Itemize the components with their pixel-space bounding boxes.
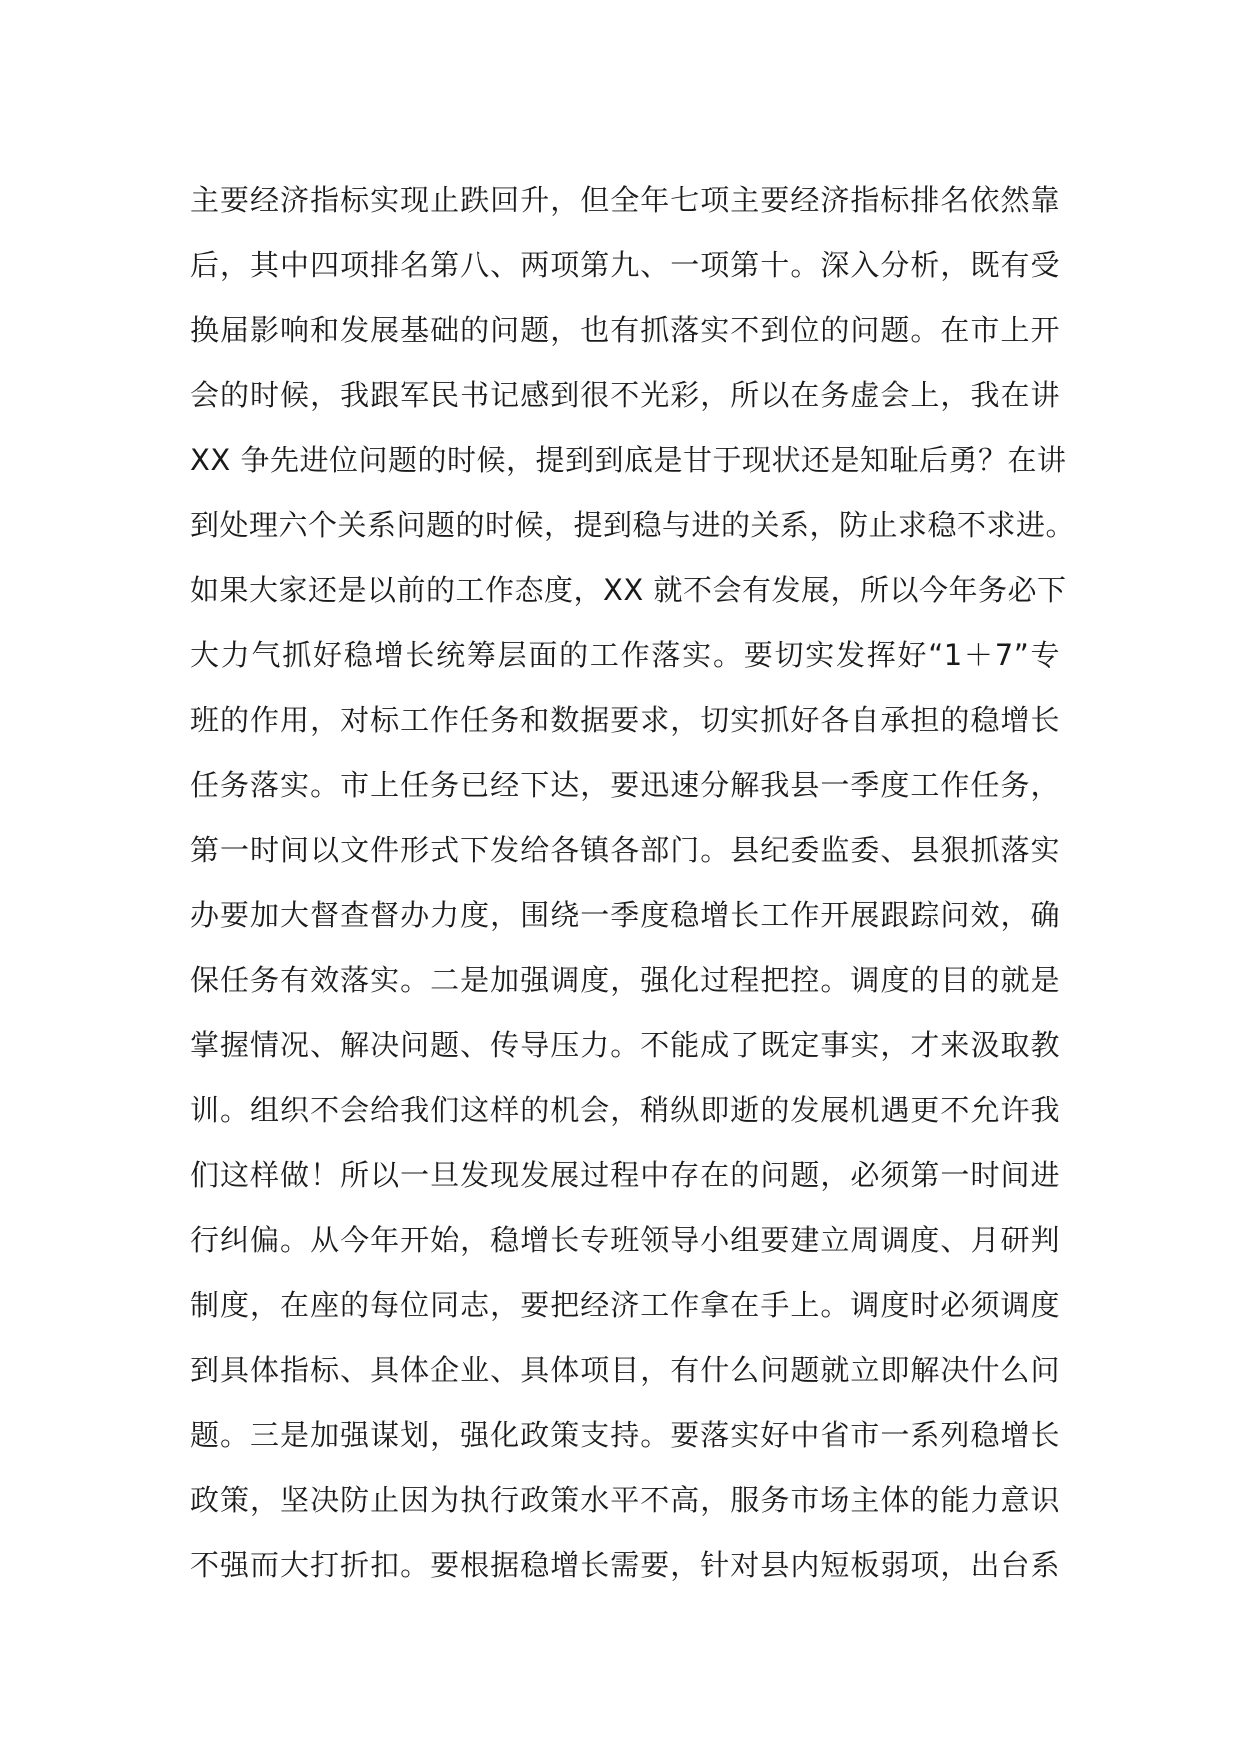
text-line: 如果大家还是以前的工作态度，XX 就不会有发展，所以今年务必下 [190, 573, 1067, 607]
text-line: 政策，坚决防止因为执行政策水平不高，服务市场主体的能力意识 [190, 1483, 1060, 1517]
text-line: 大力气抓好稳增长统筹层面的工作落实。要切实发挥好“1＋7”专 [190, 638, 1060, 672]
body-text [190, 168, 1076, 1598]
text-line: 不强而大打折扣。要根据稳增长需要，针对县内短板弱项，出台系 [190, 1548, 1060, 1582]
text-line: XX 争先进位问题的时候，提到到底是甘于现状还是知耻后勇？在讲 [190, 443, 1067, 477]
text-line: 训。组织不会给我们这样的机会，稍纵即逝的发展机遇更不允许我 [190, 1093, 1060, 1127]
text-line: 行纠偏。从今年开始，稳增长专班领导小组要建立周调度、月研判 [190, 1223, 1060, 1257]
text-line: 班的作用，对标工作任务和数据要求，切实抓好各自承担的稳增长 [190, 703, 1060, 737]
text-line: 办要加大督查督办力度，围绕一季度稳增长工作开展跟踪问效，确 [190, 898, 1060, 932]
text-line: 任务落实。市上任务已经下达，要迅速分解我县一季度工作任务， [190, 768, 1060, 802]
text-line: 换届影响和发展基础的问题，也有抓落实不到位的问题。在市上开 [190, 313, 1060, 347]
text-line: 制度，在座的每位同志，要把经济工作拿在手上。调度时必须调度 [190, 1288, 1060, 1322]
text-line: 会的时候，我跟军民书记感到很不光彩，所以在务虚会上，我在讲 [190, 378, 1060, 412]
text-line: 保任务有效落实。二是加强调度，强化过程把控。调度的目的就是 [190, 963, 1060, 997]
text-line: 主要经济指标实现止跌回升，但全年七项主要经济指标排名依然靠 [190, 183, 1060, 217]
text-line: 题。三是加强谋划，强化政策支持。要落实好中省市一系列稳增长 [190, 1418, 1060, 1452]
text-line: 后，其中四项排名第八、两项第九、一项第十。深入分析，既有受 [190, 248, 1060, 282]
text-line: 们这样做！所以一旦发现发展过程中存在的问题，必须第一时间进 [190, 1158, 1060, 1192]
text-line: 到具体指标、具体企业、具体项目，有什么问题就立即解决什么问 [190, 1353, 1060, 1387]
text-line: 掌握情况、解决问题、传导压力。不能成了既定事实，才来汲取教 [190, 1028, 1060, 1062]
text-line: 到处理六个关系问题的时候，提到稳与进的关系，防止求稳不求进。 [190, 508, 1076, 542]
text-line: 第一时间以文件形式下发给各镇各部门。县纪委监委、县狠抓落实 [190, 833, 1060, 867]
